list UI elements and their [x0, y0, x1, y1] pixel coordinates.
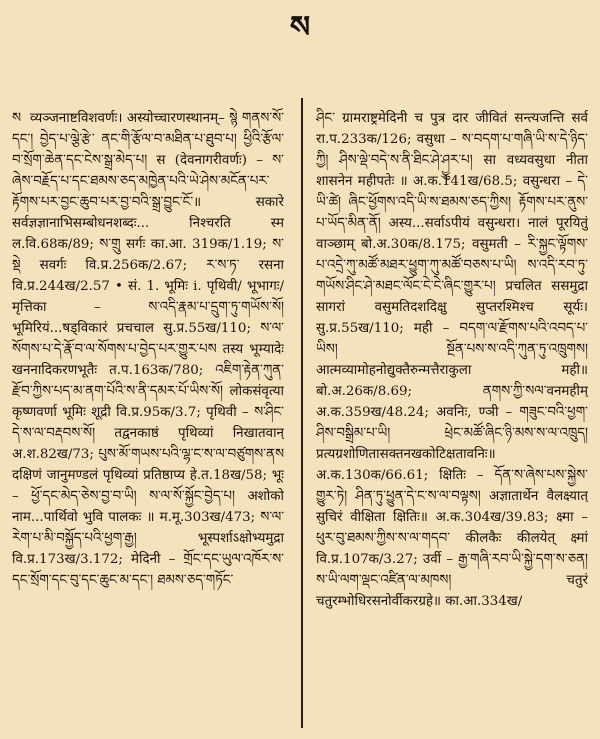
right-column: [316, 108, 588, 733]
page-header-letter: ས: [289, 10, 311, 45]
right-column-text: ཤིང་ ग्रामराष्ट्रमेदिनी च पुत्र दार जीवितं सन्त्यजन्ति सर्व रा.प.233क/126; वसुधा – ས་བདག་པ་གཞི་ཡི་ས་དེ་ཉིད་ཀྱི། ཤིས་ལྡེ་བདེ་ས་ནི་ཐིང་ཤེ་ཤྱུར་པ། सा वध्यवसुधा नीता शासनेन महीपतेः ॥ अ.क.141ख/68.5; वसुन्धरा – དེ་ཡི་ཚེ། ཞིང་ཕྱོགས་འདི་ཡི་ས་ཐམས་ཅད་ཀྱིས། རྟོགས་པར་ནུས་པ་ཡོད་མིན་ནོ། अस्य...सर्वाऽपीयं वसुन्धरा। नालं पूरयितुं वाञ्छाम् बो.अ.30क/8.175; वसुमती – རི་སྐྱང་ལྟོགས་པ་འདྲེ་ཀུ་མཚོ་མཐར་ཕྱུག་ཀུ་མཚོ་བཅས་པ་ཡི། ས་འདི་རབ་ཏུ་གཡོས་ཤིང་ཤེ་མཐང་ལོང་ངེ་ངེ་ཞིང་གྱུར་པ། प्रचलित ससमुद्रा सागरां वसुमतिदशदिक्षु सुप्तरश्मिश्च सूर्यः। सु.प्र.55ख/110; मही – བདག་ལ་རྫོགས་པའི་འབད་པ་ཡིས། སྔོན་པས་ས་འདི་ཀུན་ཏུ་འཁྲུགས། आत्मव्यामोहनोद्युक्तैरुन्मत्तैराकुला मही॥ बो.अ.26क/8.69; ནགས་ཀྱི་སལ་वनमहीम् अ.क.359ख/48.24; अवनिः, ण्ञी – གཟུང་བའི་ཕྱག་ཤིས་བསྒྲིམ་པ་ཡི། ཕྲེང་མཚོ་ཞིང་ཉི་མས་ས་ལ་འཁྲུད། प्रत्यग्रशोणितासक्तनखकोटिक्षतावनिः॥ अ.क.130क/66.61; क्षितिः – དོན་ས་ཞེས་པས་སྐྱེས་གྱུར་ཏེ། ཤིན་ཏུ་ཕྱུན་དེ་ང་ས་ལ་བལྟས། अज्ञातार्थेन वैलक्ष्यात् सुचिरं वीक्षिता क्षितिः॥ अ.क.304ख/39.83; क्ष्मा – ཕུར་བུ་ཐམས་ཀྱིས་ས་ལ་གདབ་ कीलकैः कीलयेत् क्ष्मां वि.प्र.107क/3.27; उर्वी – རྒྱ་གཞི་རབ་ཡི་སྐྱེ་དག་ས་ཅན། ས་ཡི་ལག་ལྡང་འཛིན་ལ་མཁས། चतुरं चतुरम्भोधिरसनोर्वीकरग्रहे॥ का.आ.334ख/: [316, 111, 588, 609]
left-column: [12, 108, 284, 733]
left-column-text: ས ‌ व्यञ्जनाष्टविशवर्णः। अस्योच्चारणस्थानम्– སྙེ གནས་སོ་དང་། བྱེད་པ་ལྕེ་རྩེ་ ནང་གི་རྩོལ་བ་མཐིན་པ་ཐུབ་པ། ཕྱིའི་རྩོལ་བ་སྲོག་ཆེན་དང་ངེས་སྒྲ་མེད་པ། स (देवनागरीवर्णः) – ས་ཞེས་བརྗོད་པ་དང་ཐམས་ཅད་མཁྱེན་པའི་ཡེ་ཤེས་མངོན་པར་རྟོགས་པར་བྱང་ཆུབ་པར་བྱ་བའི་སྒྲ་བྱུང་ངོ་॥ सकारे सर्वज्ञज्ञानाभिसम्बोधनशब्दः... निश्चरति स्म ल.वि.68क/89; ས་གྲུ सर्गः का.आ. 319क/1.19; ས་སྡེ सवर्गः वि.प्र.256क/2.67; ར་ས་ཏ་ रसना वि.प्र.244ख/2.57 • सं. 1. भूमिः i. पृथिवी/ भूभागः/मृत्तिका – ས་འདི་རྣམ་པ་དྲུག་ཏུ་གཡོས་སོ། भूमिरियं...षड्विकारं प्रचचाल सु.प्र.55ख/110; ས་ལ་སོགས་པ་དེ་རྣོ་བ་ལ་སོགས་པ་བྱེད་པར་གྱུར་པས तस्य भूम्यादेः खननादिकरणभूतैः त.प.163क/780; འཇིག་རྟེན་ཀུན་རྫོབ་ཀྱིས་པད་མ་ནག་པོའི་ས་ནི་དམར་པོ་ཡིས་སོ། लोकसंवृत्या कृष्णवर्णा भूमिः शूद्री वि.प्र.95क/3.7; पृथिवी – ས་ཤིང་དེ་ས་ལ་བརྡབས་སོ། तद्वनकाष्ठं पृथिव्यां निखातवान् अ.श.82ख/73; པུས་མོ་གཡས་པའི་ལྷ་ང་ས་ལ་བཙུགས་ནས दक्षिणं जानुमण्डलं पृथिव्यां प्रतिष्ठाप्य हे.त.18ख/58; भूः – ཕྱོ་དང་མེད་ཅེས་བྱ་བ་ཡི། ས་ལ་སོ་སྐྱོང་བྱེད་པ། अशोको नाम...पार्थिवो भुवि पालकः ॥ म.मू.303ख/473; ས་ལ་རེག་པ་མི་བསྐྱོད་པའི་ཕྱག་རྒྱ། भूस्पर्शाऽक्षोभ्यमुद्रा वि.प्र.173ख/3.172; मेदिनी – གྲོང་དང་ཡུལ་འཁོར་ས་དང་སྲོག་དང་བུ་དང་ཆུང་མ་དང་། ཐམས་ཅད་གཏོང་: [12, 111, 284, 588]
column-divider: [301, 98, 303, 728]
